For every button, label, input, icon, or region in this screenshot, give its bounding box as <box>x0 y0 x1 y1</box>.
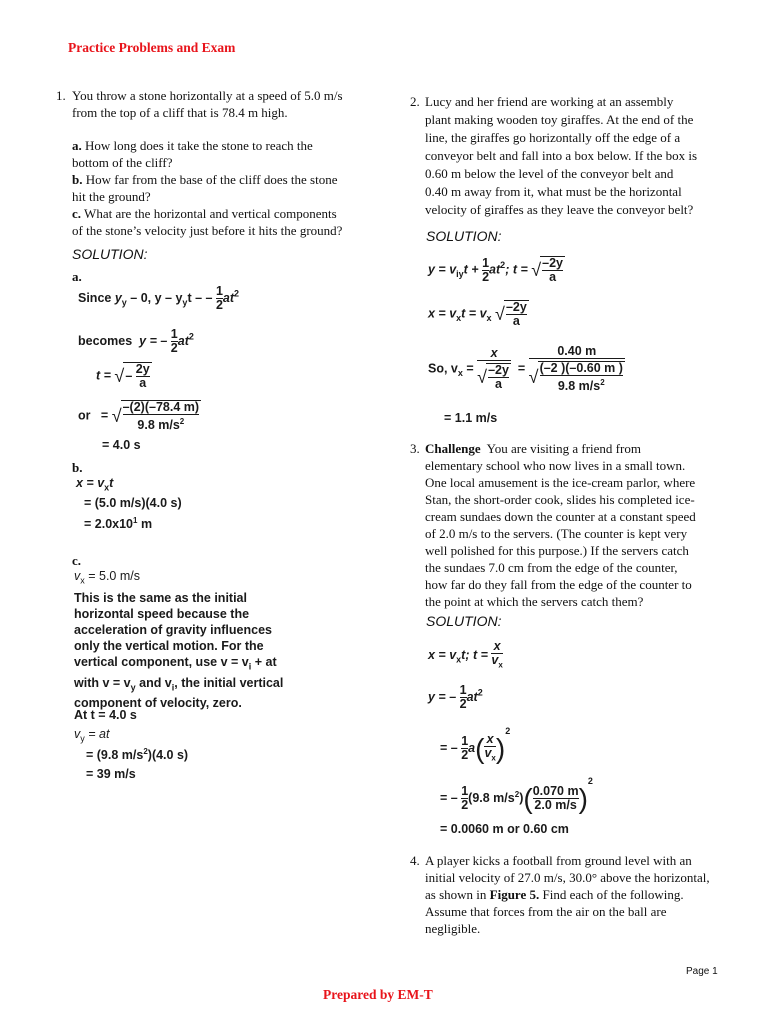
eq-text: = – <box>440 791 458 805</box>
fraction <box>477 347 511 391</box>
problem-number: 2. <box>410 94 420 109</box>
denominator-text: v <box>491 653 499 667</box>
numerator: 1 <box>215 284 223 298</box>
eq-text: at <box>222 290 235 305</box>
eq-text: y = v <box>428 262 457 277</box>
eq-p2-1 <box>428 256 565 284</box>
eq-text: = – <box>440 741 458 755</box>
eq-sub: y <box>182 297 188 308</box>
denominator <box>491 653 502 672</box>
fraction <box>484 733 495 765</box>
numerator: 0.070 m <box>532 784 579 799</box>
eq-sub: x <box>457 367 463 378</box>
eq-sup: 2 <box>514 789 520 799</box>
eq-sub: x <box>80 575 85 586</box>
problem-text-line: from the top of a cliff that is 78.4 m high. <box>72 105 288 120</box>
eq-sub: y <box>130 682 136 692</box>
eq-text: = <box>100 408 109 423</box>
eq-text: t <box>109 476 114 490</box>
paren-right: ) <box>578 782 588 814</box>
explanation-block <box>74 590 283 711</box>
eq-sub: x <box>498 660 503 670</box>
eq-text: y = – <box>139 333 168 348</box>
problem-text-line: One local amusement is the ice-cream parlor, where <box>425 475 696 490</box>
denominator <box>540 375 623 393</box>
fraction <box>136 363 150 390</box>
numerator: (–2 )(–0.60 m ) <box>539 361 623 375</box>
explanation-line: horizontal speed because the <box>74 607 250 621</box>
eq-text: t = <box>96 368 111 383</box>
radical-sign: √ <box>528 366 539 387</box>
problem-text-line: of 2.0 m/s to the servers. (The counter is kept very <box>425 526 688 541</box>
prepared-by: Prepared by EM-T <box>323 987 433 1002</box>
radical-sign: √ <box>114 365 125 386</box>
eq-result-a: = 4.0 s <box>102 438 141 452</box>
eq-t-sqrt <box>96 362 152 390</box>
problem-text-line: Lucy and her friend are working at an assembly <box>425 94 674 109</box>
part-c-line: of the stone’s velocity just before it hits the ground? <box>72 223 343 238</box>
eq-sub: y <box>80 733 85 744</box>
eq-since <box>78 285 239 312</box>
eq-sup: 2 <box>188 331 194 342</box>
numerator: 2y <box>135 362 150 376</box>
problem-text-line: 0.60 m below the level of the conveyor belt and <box>425 166 674 181</box>
eq-becomes <box>78 328 194 355</box>
problem-text-line: cream sundaes down the counter at a constant speed <box>425 509 696 524</box>
numerator: 1 <box>461 784 469 799</box>
eq-text: t – – <box>187 290 213 305</box>
denominator: 2 <box>170 341 178 355</box>
eq-text: with v = v <box>74 675 131 690</box>
numerator: –(2)(–78.4 m) <box>122 400 200 414</box>
eq-text: v <box>74 727 81 741</box>
denominator <box>484 746 495 765</box>
eq-sub: x <box>456 654 462 665</box>
denominator: 2.0 m/s <box>534 798 577 813</box>
problem-text: as shown in <box>425 887 490 902</box>
problem-text-line: how far do they fall from the edge of the counter to <box>425 577 692 592</box>
radicand <box>486 363 511 391</box>
page-title: Practice Problems and Exam <box>68 40 236 55</box>
eq-text: x = v <box>428 648 457 663</box>
fraction <box>529 345 625 393</box>
eq-text: t; t = <box>461 648 488 663</box>
part-text: How long does it take the stone to reach the <box>85 138 313 153</box>
challenge-label: Challenge <box>425 441 481 456</box>
denominator: 2 <box>215 298 223 312</box>
fraction <box>491 640 502 672</box>
numerator <box>491 640 502 653</box>
eq-text: vertical component, use v = v <box>74 655 249 669</box>
radical-sign: √ <box>477 366 488 387</box>
eq-text: – 0, y – y <box>126 290 183 305</box>
solution-b-label: b. <box>72 460 83 475</box>
eq-text: ) <box>519 791 524 805</box>
eq-text: y <box>114 290 122 305</box>
fraction <box>506 301 527 328</box>
eq-text: (9.8 m/s <box>468 791 515 805</box>
fraction <box>482 257 489 284</box>
eq-p2-3 <box>428 345 625 393</box>
explanation-line: only the vertical motion. For the <box>74 639 264 653</box>
denominator: a <box>506 314 527 328</box>
denominator-text: v <box>484 745 492 760</box>
eq-p3-result: = 0.0060 m or 0.60 cm <box>440 822 569 836</box>
solution-c-label: c. <box>72 553 82 568</box>
numerator-text: x <box>486 731 494 746</box>
problem-text-line <box>425 886 684 903</box>
denominator: a <box>488 377 509 391</box>
numerator: 1 <box>482 255 490 270</box>
numerator: 0.40 m <box>557 344 597 358</box>
eq-text: at <box>466 689 478 704</box>
eq-p2-result: = 1.1 m/s <box>444 411 498 425</box>
eq-c-vx <box>74 569 140 586</box>
figure-ref: Figure 5. <box>489 887 540 902</box>
eq-text: )(4.0 s) <box>147 748 189 763</box>
paren-left: ( <box>475 732 485 764</box>
eq-sub: x <box>491 753 496 763</box>
solution-heading: SOLUTION: <box>426 613 502 629</box>
problem-text-line: 0.40 m away from it, what must be the horizontal <box>425 184 682 199</box>
denominator: a <box>542 270 563 284</box>
fraction <box>460 684 467 711</box>
fraction <box>488 364 509 391</box>
problem-text-line: the point at which the servers catch them? <box>425 594 644 609</box>
page-number: Page 1 <box>686 966 718 977</box>
denominator: 2 <box>482 269 490 284</box>
numerator <box>477 347 511 360</box>
eq-p3-4 <box>440 776 593 813</box>
problem-text-line: velocity of giraffes as they leave the conveyor belt? <box>425 202 694 217</box>
eq-sub: y <box>121 297 127 308</box>
denominator <box>123 414 199 432</box>
eq-text: at <box>177 333 189 348</box>
problem-text-line <box>425 440 641 457</box>
eq-text: = (9.8 m/s <box>86 748 144 763</box>
radicand <box>504 300 529 328</box>
eq-p2-2 <box>428 300 529 328</box>
eq-sup: 1 <box>133 516 138 525</box>
problem-text: Find each of the following. <box>539 887 684 902</box>
eq-text: x = v <box>76 476 105 490</box>
eq-b2: = (5.0 m/s)(4.0 s) <box>84 496 182 510</box>
problem-text-line: You throw a stone horizontally at a speed of 5.0 m/s <box>72 88 343 103</box>
denominator-text: 9.8 m/s <box>557 379 601 394</box>
eq-text: y = – <box>428 689 457 704</box>
eq-text: t = v <box>461 306 487 321</box>
radical-sign: √ <box>111 405 122 426</box>
eq-b3 <box>84 516 152 531</box>
problem-text-line: the sundaes 7.0 cm from the edge of the counter, <box>425 560 678 575</box>
problem-number: 3. <box>410 441 420 456</box>
denominator: 2 <box>461 748 469 763</box>
radical-sign: √ <box>495 303 505 324</box>
eq-sup: 2 <box>500 260 506 271</box>
problem-text-line: initial velocity of 27.0 m/s, 30.0° above the horizontal, <box>425 870 710 885</box>
denominator: 2 <box>459 697 467 711</box>
eq-text: , the initial vertical <box>174 675 284 690</box>
problem-text-line: Assume that forces from the air on the ball are <box>425 904 667 919</box>
eq-sup: 2 <box>477 687 483 698</box>
explanation-line <box>74 675 283 696</box>
eq-sup: 2 <box>505 726 511 736</box>
numerator: 1 <box>459 683 467 697</box>
eq-sup: 2 <box>179 417 185 426</box>
eq-vy3: = 39 m/s <box>86 767 136 781</box>
fraction <box>542 257 563 284</box>
eq-sub: x <box>104 482 110 493</box>
eq-vy <box>74 727 109 744</box>
part-a-line <box>72 137 313 154</box>
problem-text-line: Stan, the short-order cook, slides his completed ice- <box>425 492 695 507</box>
eq-vy2 <box>86 747 188 762</box>
denominator <box>477 360 511 391</box>
denominator: 2 <box>461 798 469 813</box>
part-text: What are the horizontal and vertical components <box>84 206 337 221</box>
eq-text: becomes <box>78 333 133 348</box>
eq-text: = 2.0x10 <box>84 517 134 532</box>
eq-or-sqrt <box>78 400 201 432</box>
explanation-line: component of velocity, zero. <box>74 696 242 710</box>
eq-sub: iy <box>456 268 464 279</box>
problem-text-line: elementary school who now lives in a small town. <box>425 458 686 473</box>
eq-text: = <box>517 361 526 376</box>
part-b-line: hit the ground? <box>72 189 151 204</box>
eq-text: m <box>137 517 153 532</box>
problem-number: 4. <box>410 853 420 868</box>
problem-text-line: well polished for this purpose.) If the servers catch <box>425 543 689 558</box>
part-label: c. <box>72 206 82 221</box>
eq-sup: 2 <box>143 747 148 756</box>
fraction <box>533 785 579 812</box>
problem-text-line: line, the giraffes go horizontally off the edge of a <box>425 130 681 145</box>
solution-heading: SOLUTION: <box>426 228 502 244</box>
problem-text-line: conveyor belt and fall into a box below. If the box is <box>425 148 698 163</box>
problem-text: You are visiting a friend from <box>486 441 641 456</box>
numerator-text: x <box>490 346 498 361</box>
radical-sign: √ <box>531 259 542 280</box>
denominator: a <box>136 376 150 390</box>
problem-text-line: negligible. <box>425 921 481 936</box>
eq-text: and v <box>135 675 172 690</box>
part-a-line: bottom of the cliff? <box>72 155 173 170</box>
denominator-text: 9.8 m/s <box>137 418 180 433</box>
eq-b1 <box>76 476 113 493</box>
fraction <box>540 362 623 393</box>
explanation-line: acceleration of gravity influences <box>74 623 272 637</box>
paren-left: ( <box>523 782 533 814</box>
denominator <box>529 358 625 393</box>
eq-text: ; t = <box>505 262 528 277</box>
eq-text: t + <box>463 262 479 277</box>
eq-at-t: At t = 4.0 s <box>74 708 137 722</box>
problem-text-line: A player kicks a football from ground level with an <box>425 853 692 868</box>
eq-sub: i <box>248 661 252 672</box>
radicand <box>540 256 565 284</box>
eq-p3-2 <box>428 684 483 711</box>
numerator-text: x <box>493 639 501 653</box>
fraction <box>216 285 223 312</box>
eq-text: So, v <box>428 361 458 376</box>
radicand <box>538 361 625 393</box>
eq-text: = 5.0 m/s <box>84 569 140 583</box>
eq-text: Since <box>78 290 112 305</box>
problem-number: 1. <box>56 88 66 103</box>
numerator: –2y <box>542 256 563 270</box>
part-label: a. <box>72 138 82 153</box>
eq-text: x = v <box>428 306 457 321</box>
fraction <box>171 328 178 355</box>
part-text: How far from the base of the cliff does the stone <box>85 172 338 187</box>
eq-text: v <box>74 569 81 583</box>
fraction <box>123 401 199 432</box>
part-b-line <box>72 171 337 188</box>
eq-p3-3 <box>440 726 510 764</box>
part-c-line <box>72 205 337 222</box>
explanation-line <box>74 654 283 675</box>
eq-sub: x <box>456 312 462 323</box>
numerator: 1 <box>170 327 178 341</box>
explanation-line: This is the same as the initial <box>74 591 247 605</box>
eq-text: + at <box>251 655 277 669</box>
eq-sup: 2 <box>600 378 605 387</box>
eq-sub: i <box>171 682 175 692</box>
eq-text: or <box>78 408 91 423</box>
numerator <box>484 733 495 746</box>
eq-p3-1 <box>428 640 503 672</box>
paren-right: ) <box>495 732 506 764</box>
numerator: –2y <box>505 300 527 314</box>
radicand <box>121 400 201 432</box>
problem-text-line: plant making wooden toy giraffes. At the end of the <box>425 112 694 127</box>
eq-text: at <box>489 262 501 277</box>
solution-heading: SOLUTION: <box>72 246 148 262</box>
eq-text: = <box>466 361 474 376</box>
eq-sub: x <box>486 312 492 323</box>
eq-sup: 2 <box>234 288 240 299</box>
numerator: 1 <box>461 734 469 749</box>
part-label: b. <box>72 172 83 187</box>
eq-text: = at <box>84 727 110 741</box>
radicand: – $\frac{2y}{a}$ <box>125 362 150 390</box>
solution-a-label: a. <box>72 269 82 284</box>
eq-text: a <box>468 741 476 755</box>
numerator: –2y <box>488 363 509 378</box>
eq-sup: 2 <box>587 776 593 786</box>
